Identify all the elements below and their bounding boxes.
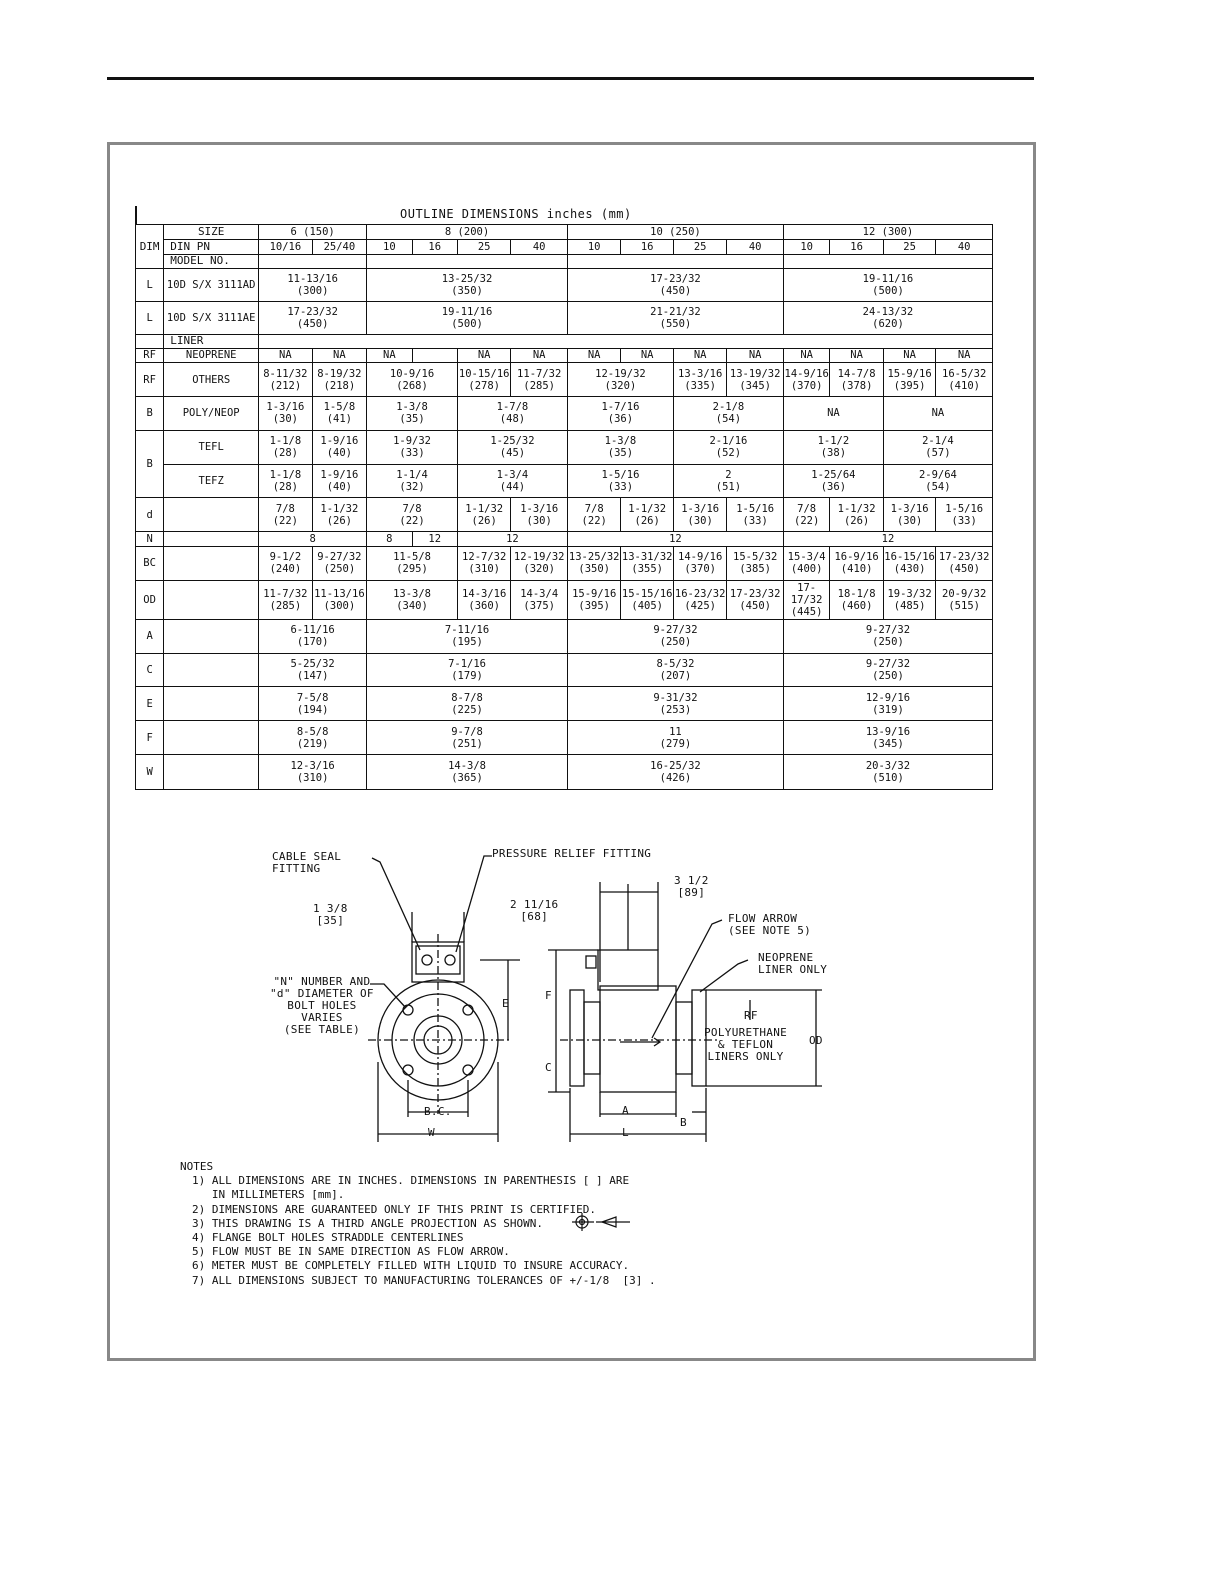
value-cell: 1-1/2 (38) [783,430,883,464]
value-cell: 16-5/32 (410) [936,363,993,397]
value-cell: 7/8 (22) [567,498,620,532]
poly-teflon-note: POLYURETHANE & TEFLON LINERS ONLY [704,1026,788,1063]
table-row [136,754,993,789]
value-cell: 9-31/32 (253) [567,687,783,721]
value-cell: 8-19/32 (218) [312,363,367,397]
value-cell: NA [511,348,568,363]
pn-cell: 25 [457,239,510,254]
value-cell: 1-7/16 (36) [567,397,673,431]
table-row [136,348,993,363]
value-cell: 9-27/32 (250) [783,653,992,687]
value-cell: 1-5/8 (41) [312,397,367,431]
dim-rf-label: RF [744,1009,758,1022]
pn-cell: 10 [367,239,412,254]
value-cell: 2-1/8 (54) [673,397,783,431]
dim-1-3-8-label: 1 3/8 [35] [313,902,348,927]
value-cell [412,348,457,363]
table-row [136,547,993,581]
value-cell: NA [783,397,883,431]
value-cell: 1-5/16 (33) [567,464,673,498]
outline-dimensions-table-wrap [135,206,993,790]
notes-heading: NOTES [180,1160,214,1173]
liner-label: OTHERS [164,363,259,397]
value-cell: NA [457,348,510,363]
bolt-hole [463,1005,473,1015]
notes-block [180,1160,656,1288]
value-cell: 15-15/16 (405) [621,580,673,619]
value-cell: 16-25/32 (426) [567,754,783,789]
note-line: 5) FLOW MUST BE IN SAME DIRECTION AS FLOW ARROW. [192,1245,510,1259]
value-cell: 8-11/32 (212) [259,363,312,397]
pn-cell: 40 [511,239,568,254]
value-cell: 10-15/16 (278) [457,363,510,397]
front-view [368,856,520,1142]
neoprene-liner-label: NEOPRENE LINER ONLY [758,951,828,976]
value-cell: 13-25/32 (350) [367,269,568,302]
value-cell: 1-1/32 (26) [457,498,510,532]
value-cell: 15-9/16 (395) [567,580,620,619]
table-row [136,239,993,254]
value-cell: 17-17/32 (445) [783,580,829,619]
pn-cell: 10 [783,239,829,254]
value-cell: 11-7/32 (285) [511,363,568,397]
value-cell: 2 (51) [673,464,783,498]
pn-cell: 10/16 [259,239,312,254]
dim-label: A [136,619,164,653]
value-cell: NA [936,348,993,363]
value-cell: 1-1/8 (28) [259,464,312,498]
dim-label: d [136,498,164,532]
value-cell: 1-1/4 (32) [367,464,458,498]
value-cell: 21-21/32 (550) [567,302,783,335]
dim-e-label: E [502,997,509,1010]
value-cell: 12-3/16 (310) [259,754,367,789]
dim-2-11-16-label: 2 11/16 [68] [510,898,559,923]
value-cell: NA [883,348,935,363]
dim-label: BC [136,547,164,581]
value-cell: 13-3/8 (340) [367,580,458,619]
value-cell: 17-23/32 (450) [936,547,993,581]
value-cell: 11 (279) [567,721,783,755]
pn-cell: 10 [567,239,620,254]
liner-label: TEFL [164,430,259,464]
value-cell: 14-3/8 (365) [367,754,568,789]
value-cell: 1-3/16 (30) [259,397,312,431]
liner-label: POLY/NEOP [164,397,259,431]
dim-a-label: A [622,1104,629,1117]
table-row [136,334,993,348]
value-cell: 17-23/32 (450) [727,580,784,619]
value-cell: 12 [567,532,783,547]
value-cell: 1-25/64 (36) [783,464,883,498]
value-cell: 11-13/16 (300) [312,580,367,619]
din-pn-header: DIN PN [164,239,259,254]
value-cell: 9-27/32 (250) [783,619,992,653]
table-row [136,269,993,302]
value-cell: 13-19/32 (345) [727,363,784,397]
value-cell: 13-25/32 (350) [567,547,620,581]
table-row [136,653,993,687]
value-cell: 13-3/16 (335) [673,363,726,397]
value-cell: NA [621,348,673,363]
table-row [136,532,993,547]
value-cell: 8-5/32 (207) [567,653,783,687]
dim-label: B [136,430,164,498]
value-cell: 11-13/16 (300) [259,269,367,302]
value-cell: 14-3/16 (360) [457,580,510,619]
note-line: 1) ALL DIMENSIONS ARE IN INCHES. DIMENSIONS IN PARENTHESIS [ ] ARE [192,1174,630,1188]
pn-cell: 25 [883,239,935,254]
dim-label: B [136,397,164,431]
model-cell: 10D S/X 3111AD [164,269,259,302]
table-row [136,580,993,619]
dim-l-label: L [622,1126,629,1139]
dim-w-label: W [428,1126,435,1139]
size-header: SIZE [164,225,259,240]
value-cell: NA [312,348,367,363]
value-cell: 7/8 (22) [783,498,829,532]
note-line: 2) DIMENSIONS ARE GUARANTEED ONLY IF THIS PRINT IS CERTIFIED. [192,1202,596,1216]
value-cell: 7/8 (22) [259,498,312,532]
value-cell: 1-25/32 (45) [457,430,567,464]
pressure-relief-label: PRESSURE RELIEF FITTING [492,847,652,860]
table-row [136,363,993,397]
liner-label: NEOPRENE [164,348,259,363]
dim-od-label: OD [809,1034,823,1047]
value-cell: 7-11/16 (195) [367,619,568,653]
liner-header: LINER [164,334,259,348]
value-cell: 7-1/16 (179) [367,653,568,687]
value-cell: 19-11/16 (500) [783,269,992,302]
value-cell: 19-11/16 (500) [367,302,568,335]
pn-cell: 16 [621,239,673,254]
dim-header: DIM [136,225,164,269]
value-cell: 9-7/8 (251) [367,721,568,755]
value-cell: 14-3/4 (375) [511,580,568,619]
value-cell: 2-9/64 (54) [883,464,992,498]
value-cell: 12 [457,532,567,547]
value-cell: 16-23/32 (425) [673,580,726,619]
value-cell: 2-1/4 (57) [883,430,992,464]
dim-label: L [136,269,164,302]
value-cell: 1-1/32 (26) [312,498,367,532]
bolt-hole-note: "N" NUMBER AND "d" DIAMETER OF BOLT HOLES VARIES (SEE TABLE) [270,975,374,1036]
dim-label: F [136,721,164,755]
dim-bc-label: B.C. [424,1105,452,1118]
value-cell: 12-19/32 (320) [511,547,568,581]
value-cell: 12-7/32 (310) [457,547,510,581]
value-cell: 1-3/16 (30) [883,498,935,532]
value-cell: 1-3/16 (30) [511,498,568,532]
dim-3-1-2-label: 3 1/2 [89] [674,874,709,899]
value-cell: 12 [412,532,457,547]
value-cell: 8 [259,532,367,547]
value-cell: 8 [367,532,412,547]
dim-label: L [136,302,164,335]
value-cell: 7-5/8 (194) [259,687,367,721]
value-cell: NA [727,348,784,363]
value-cell: 17-23/32 (450) [567,269,783,302]
value-cell: 11-5/8 (295) [367,547,458,581]
value-cell: 20-3/32 (510) [783,754,992,789]
table-row [136,430,993,464]
value-cell: 15-5/32 (385) [727,547,784,581]
model-header: MODEL NO. [164,254,259,269]
value-cell: 1-5/16 (33) [727,498,784,532]
value-cell: 1-9/16 (40) [312,430,367,464]
value-cell: 15-9/16 (395) [883,363,935,397]
size-cell: 10 (250) [567,225,783,240]
value-cell: 9-27/32 (250) [567,619,783,653]
note-line: 3) THIS DRAWING IS A THIRD ANGLE PROJECTION AS SHOWN. [192,1216,543,1230]
bolt-hole [403,1065,413,1075]
value-cell: 13-31/32 (355) [621,547,673,581]
size-cell: 6 (150) [259,225,367,240]
value-cell: 1-3/4 (44) [457,464,567,498]
value-cell: 1-3/16 (30) [673,498,726,532]
value-cell: 12-9/16 (319) [783,687,992,721]
table-row [136,302,993,335]
value-cell: 19-3/32 (485) [883,580,935,619]
table-row [136,619,993,653]
value-cell: 8-7/8 (225) [367,687,568,721]
pn-cell: 16 [830,239,883,254]
dim-label: C [136,653,164,687]
dim-label: E [136,687,164,721]
pressure-relief-fitting-icon [445,955,455,965]
cable-seal-fitting-icon [422,955,432,965]
table-row [136,498,993,532]
dim-label: OD [136,580,164,619]
bolt-hole [463,1065,473,1075]
value-cell: NA [883,397,992,431]
cable-seal-label: CABLE SEAL FITTING [272,850,342,875]
dim-label: W [136,754,164,789]
value-cell: 6-11/16 (170) [259,619,367,653]
table-row [136,464,993,498]
pn-cell: 25 [673,239,726,254]
value-cell: 8-5/8 (219) [259,721,367,755]
value-cell: 1-5/16 (33) [936,498,993,532]
third-angle-projection-icon [572,1213,632,1231]
dim-label: RF [136,363,164,397]
value-cell: 12 [783,532,992,547]
value-cell: 1-1/8 (28) [259,430,312,464]
value-cell: 11-7/32 (285) [259,580,312,619]
flow-arrow-label: FLOW ARROW (SEE NOTE 5) [728,912,812,937]
value-cell: 1-1/32 (26) [621,498,673,532]
value-cell: 14-9/16 (370) [673,547,726,581]
value-cell: NA [367,348,412,363]
value-cell: 5-25/32 (147) [259,653,367,687]
value-cell: 17-23/32 (450) [259,302,367,335]
note-line: 6) METER MUST BE COMPLETELY FILLED WITH LIQUID TO INSURE ACCURACY. [192,1259,630,1273]
value-cell: 15-3/4 (400) [783,547,829,581]
dim-f-label: F [545,989,552,1002]
table-title: OUTLINE DIMENSIONS inches (mm) [400,207,632,221]
value-cell: 12-19/32 (320) [567,363,673,397]
value-cell: NA [259,348,312,363]
note-line: 4) FLANGE BOLT HOLES STRADDLE CENTERLINES [192,1231,464,1245]
value-cell: 18-1/8 (460) [830,580,883,619]
outline-dimensions-table [135,224,993,790]
value-cell: NA [673,348,726,363]
value-cell: 14-7/8 (378) [830,363,883,397]
value-cell: 2-1/16 (52) [673,430,783,464]
liner-label: TEFZ [164,464,259,498]
value-cell: 20-9/32 (515) [936,580,993,619]
pn-cell: 40 [727,239,784,254]
dim-label: RF [136,348,164,363]
size-cell: 8 (200) [367,225,568,240]
value-cell: 24-13/32 (620) [783,302,992,335]
value-cell: NA [567,348,620,363]
table-row [136,225,993,240]
value-cell: 13-9/16 (345) [783,721,992,755]
dim-b-label: B [680,1116,687,1129]
value-cell: 14-9/16 (370) [783,363,829,397]
value-cell: NA [783,348,829,363]
table-row [136,254,993,269]
pn-cell: 25/40 [312,239,367,254]
value-cell: 9-27/32 (250) [312,547,367,581]
value-cell: NA [830,348,883,363]
table-row [136,687,993,721]
dim-c-label: C [545,1061,552,1074]
value-cell: 1-9/32 (33) [367,430,458,464]
value-cell: 1-3/8 (35) [367,397,458,431]
pn-cell: 16 [412,239,457,254]
model-cell: 10D S/X 3111AE [164,302,259,335]
value-cell: 9-1/2 (240) [259,547,312,581]
value-cell: 1-3/8 (35) [567,430,673,464]
value-cell: 1-1/32 (26) [830,498,883,532]
dim-label: N [136,532,164,547]
value-cell: 1-7/8 (48) [457,397,567,431]
note-line: IN MILLIMETERS [mm]. [192,1188,345,1202]
pn-cell: 40 [936,239,993,254]
value-cell: 16-9/16 (410) [830,547,883,581]
value-cell: 16-15/16 (430) [883,547,935,581]
top-rule [107,77,1034,80]
size-cell: 12 (300) [783,225,992,240]
table-row [136,721,993,755]
value-cell: 1-9/16 (40) [312,464,367,498]
table-row [136,397,993,431]
value-cell: 10-9/16 (268) [367,363,458,397]
value-cell: 7/8 (22) [367,498,458,532]
note-line: 7) ALL DIMENSIONS SUBJECT TO MANUFACTURING TOLERANCES OF +/-1/8 [3] . [192,1273,656,1287]
